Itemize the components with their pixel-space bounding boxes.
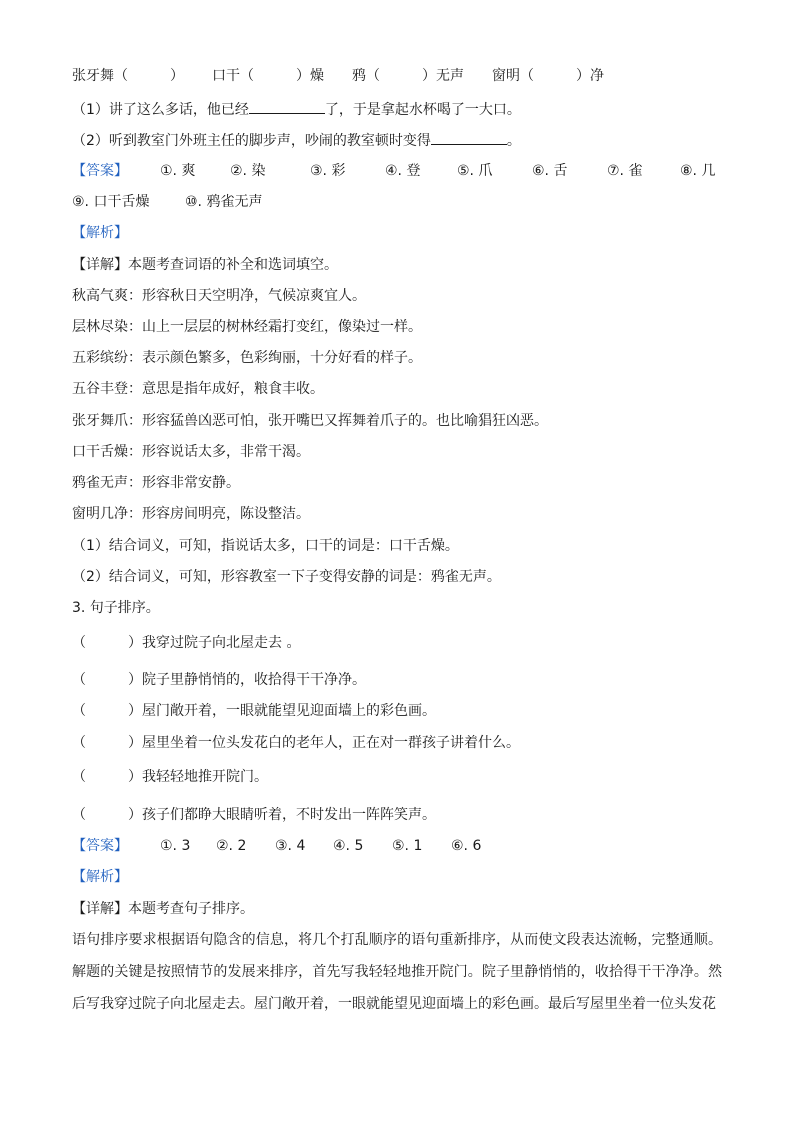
answer-row-1 (72, 161, 732, 181)
answer-item: ⑩. 鸦雀无声 (185, 194, 263, 210)
answer-label: 【答案】 (72, 838, 128, 854)
answer-item: ⑤. 爪 (457, 163, 493, 179)
answer-item: ①. 爽 (160, 163, 196, 179)
explanation-line: 鸦雀无声：形容非常安静。 (72, 475, 240, 491)
sentence-item: （ ）屋门敞开着，一眼就能望见迎面墙上的彩色画。 (72, 703, 436, 719)
explanation-line: 张牙舞爪：形容猛兽凶恶可怕，张开嘴巴又挥舞着爪子的。也比喻猖狂凶恶。 (72, 413, 548, 429)
explanation-line: 层林尽染：山上一层层的树林经霜打变红，像染过一样。 (72, 319, 422, 335)
answer-item: ④. 登 (385, 163, 421, 179)
blank-line (249, 99, 325, 114)
answer-label: 【答案】 (72, 163, 128, 179)
fill-word: 窗明（ ）净 (492, 68, 604, 84)
fill-words-row (72, 66, 732, 86)
explanation-line: 口干舌燥：形容说话太多，非常干渴。 (72, 444, 310, 460)
question-2: （2）听到教室门外班主任的脚步声，吵闹的教室顿时变得 。 (72, 130, 521, 151)
answer-item: ⑥. 6 (451, 838, 482, 854)
explanation-line: 五谷丰登：意思是指年成好，粮食丰收。 (72, 381, 324, 397)
explanation-line: 秋高气爽：形容秋日天空明净，气候凉爽宜人。 (72, 288, 366, 304)
answer-item: ②. 2 (216, 838, 247, 854)
answer-item: ⑦. 雀 (607, 163, 643, 179)
detail-heading: 【详解】本题考查句子排序。 (72, 901, 254, 917)
answer-item: ⑤. 1 (392, 838, 423, 854)
answer-row-1b (72, 192, 472, 212)
answer-item: ②. 染 (230, 163, 266, 179)
analysis-label: 【解析】 (72, 869, 128, 885)
question-3-title: 3. 句子排序。 (72, 600, 160, 616)
answer-item: ⑥. 舌 (532, 163, 568, 179)
sentence-item: （ ）孩子们都睁大眼睛听着，不时发出一阵阵笑声。 (72, 807, 436, 823)
sentence-item: （ ）屋里坐着一位头发花白的老年人，正在对一群孩子讲着什么。 (72, 735, 520, 751)
fill-word: 张牙舞（ ） (72, 68, 184, 84)
answer-item: ⑧. 几 (680, 163, 716, 179)
answer-item: ③. 4 (275, 838, 306, 854)
explanation-line: （1）结合词义，可知，指说话太多，口干的词是：口干舌燥。 (72, 538, 459, 554)
explanation-line: （2）结合词义，可知，形容教室一下子变得安静的词是：鸦雀无声。 (72, 569, 501, 585)
answer-item: ⑨. 口干舌燥 (72, 194, 150, 210)
final-paragraph: 语句排序要求根据语句隐含的信息，将几个打乱顺序的语句重新排序，从而使文段表达流畅，完整通顺。解题的关键是按照情节的发展来排序，首先写我轻轻地推开院门。院子里静悄悄的，收拾得干干净净。然后写我穿过院子向北屋走去。屋门敞开着，一眼就能望见迎面墙上的彩色画。最后写屋里坐着一位头发花 (72, 932, 722, 1012)
blank-line (431, 130, 507, 145)
answer-item: ③. 彩 (310, 163, 346, 179)
explanation-line: 五彩缤纷：表示颜色繁多，色彩绚丽，十分好看的样子。 (72, 350, 422, 366)
sentence-item: （ ）我穿过院子向北屋走去 。 (72, 635, 301, 651)
answer-row-2 (72, 836, 512, 856)
fill-word: 鸦（ ）无声 (352, 68, 464, 84)
fill-word: 口干（ ）燥 (212, 68, 324, 84)
answer-item: ①. 3 (160, 838, 191, 854)
answer-item: ④. 5 (333, 838, 364, 854)
sentence-item: （ ）院子里静悄悄的，收拾得干干净净。 (72, 672, 366, 688)
explanation-line: 窗明几净：形容房间明亮，陈设整洁。 (72, 506, 310, 522)
sentence-item: （ ）我轻轻地推开院门。 (72, 769, 268, 785)
question-1: （1）讲了这么多话，他已经 了，于是拿起水杯喝了一大口。 (72, 99, 521, 120)
analysis-label: 【解析】 (72, 225, 128, 241)
detail-heading: 【详解】本题考查词语的补全和选词填空。 (72, 257, 338, 273)
